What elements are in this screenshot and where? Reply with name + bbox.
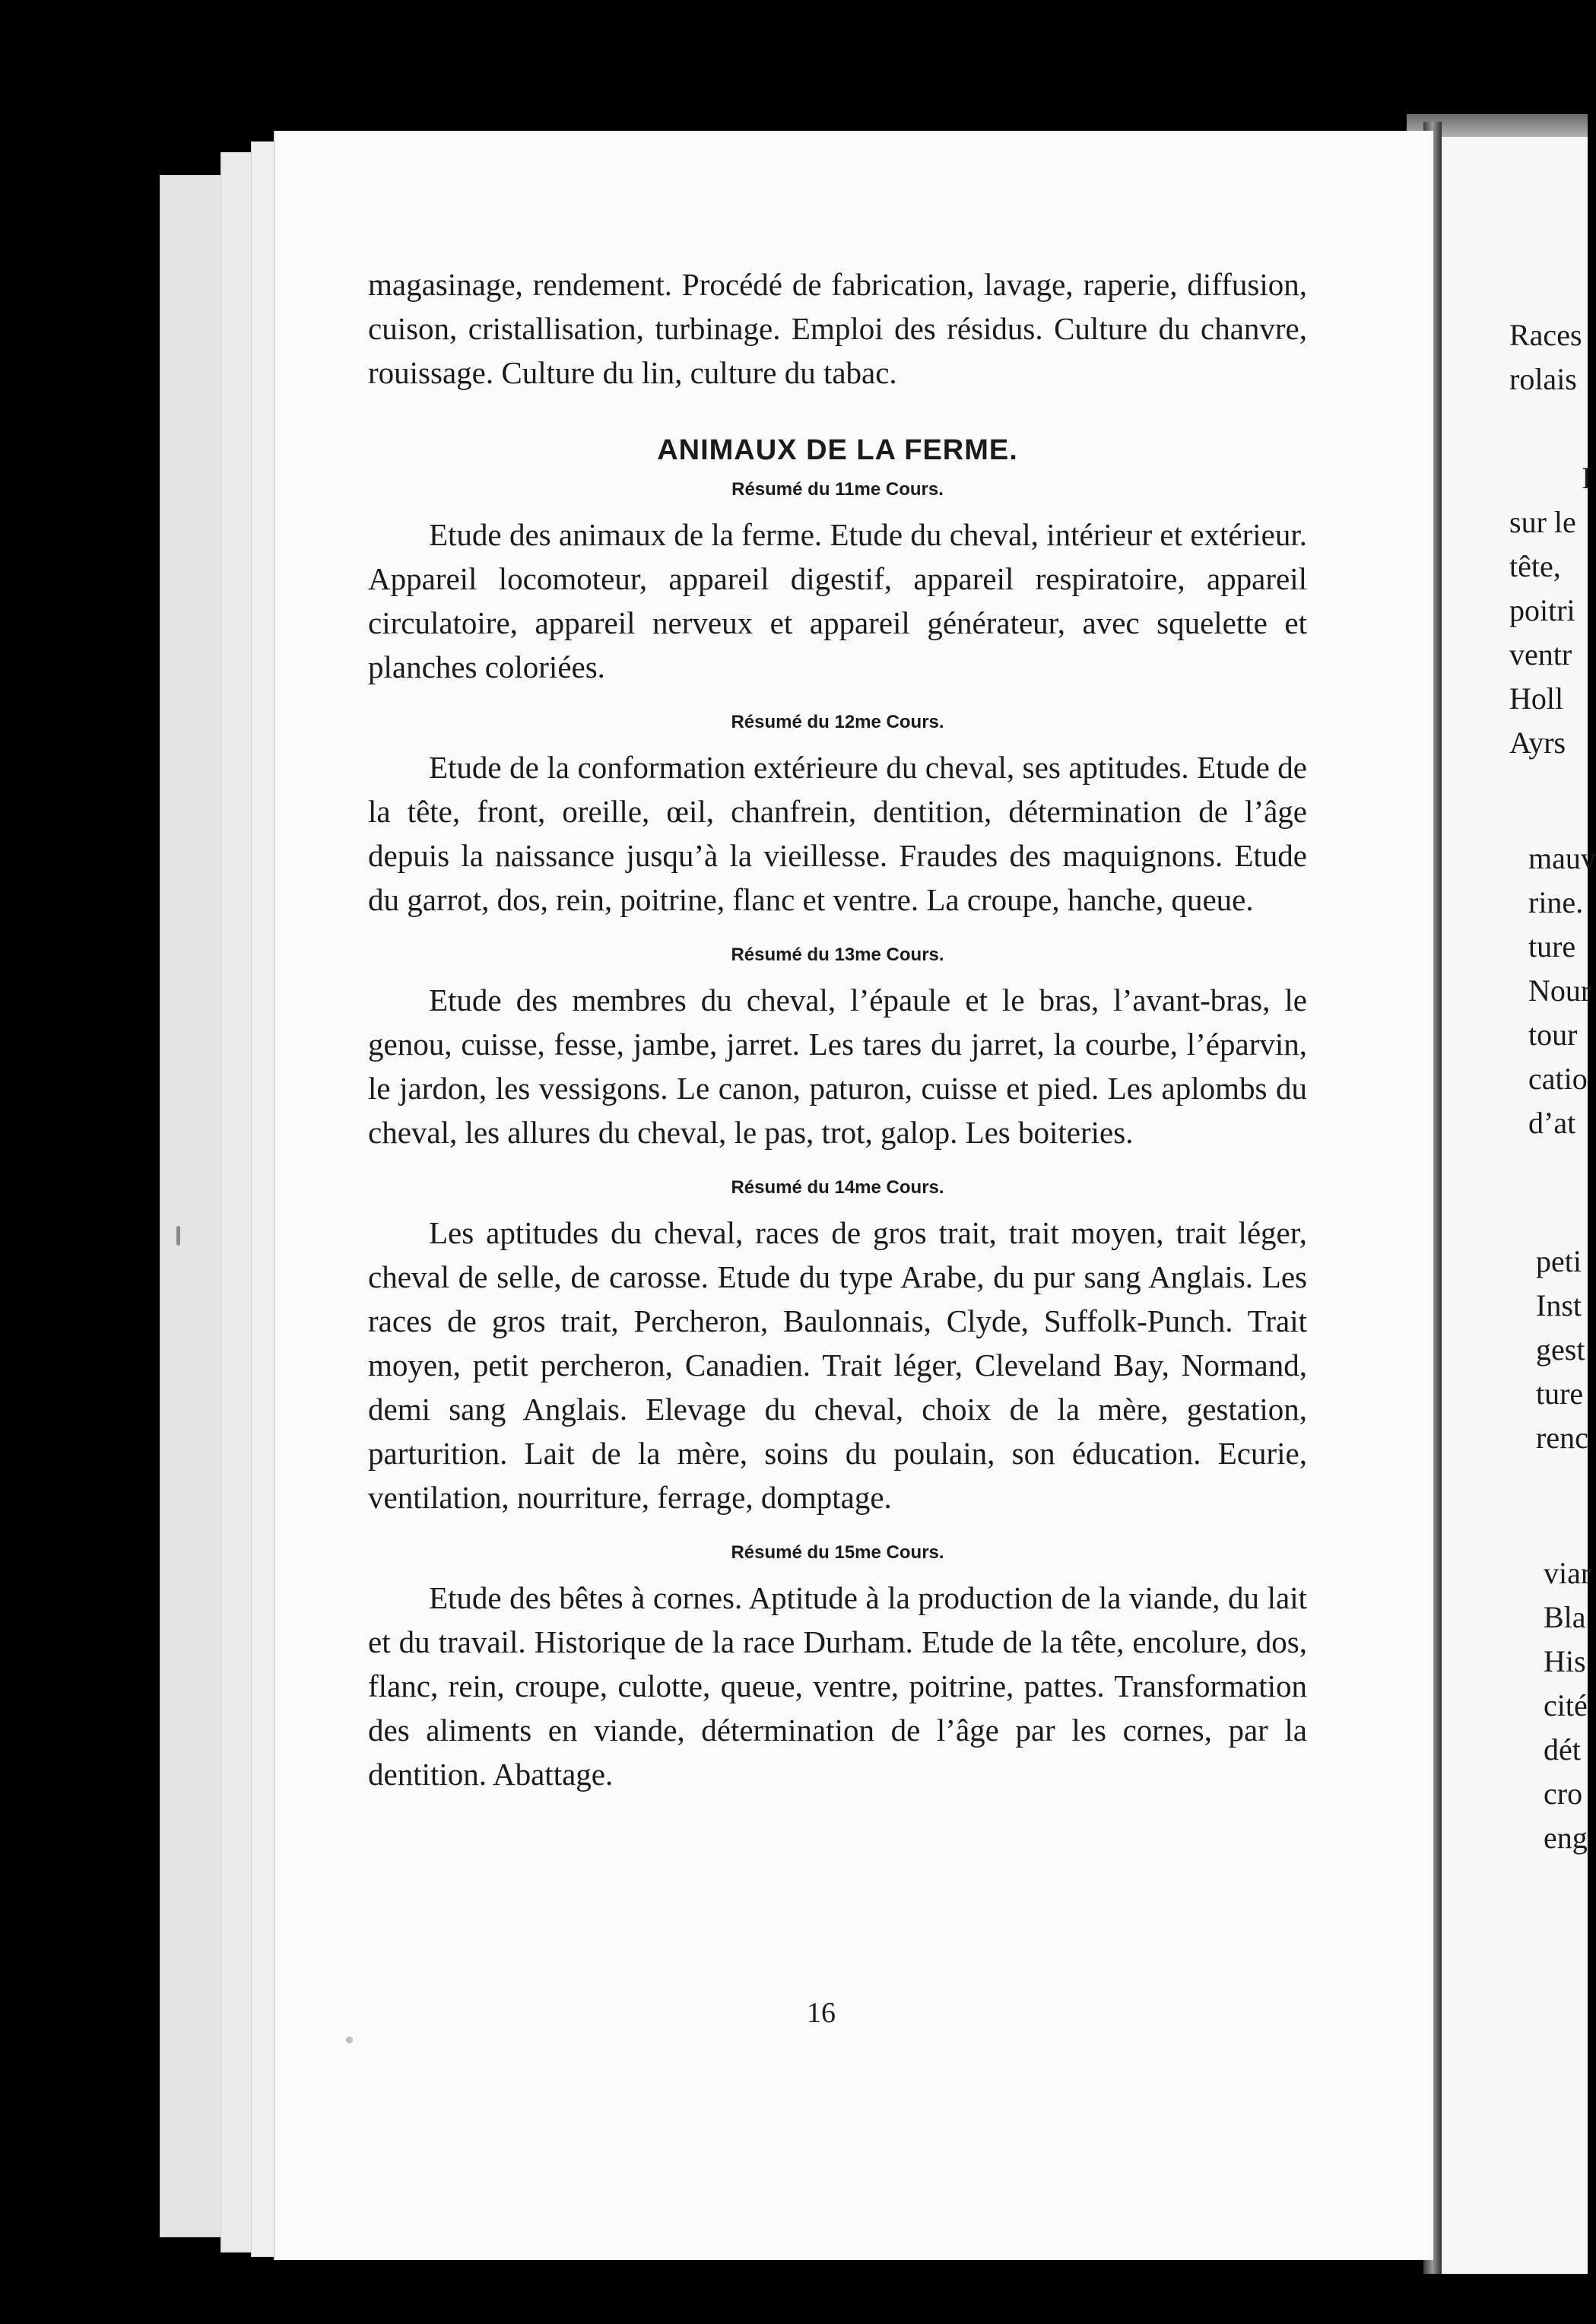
- right-fragment: gest: [1536, 1332, 1585, 1367]
- section-title: ANIMAUX DE LA FERME.: [657, 434, 1018, 466]
- course-heading-11: Résumé du 11me Cours.: [731, 479, 944, 500]
- right-fragment: poitri: [1509, 593, 1575, 627]
- course-body-13: Etude des membres du cheval, l’épaule et le bras, l’avant-bras, le genou, cuisse, fesse, jambe, jarret. Les tares du jarret, la courbe, l’éparvin, le jardon, les vessigons. Le canon, paturon, cuisse et pied. Les aplombs du cheval, les allures du cheval, le pas, trot, galop. Les boiteries.: [368, 983, 1307, 1150]
- right-fragment: sur le: [1509, 505, 1576, 539]
- right-fragment: mauv: [1528, 841, 1596, 875]
- right-fragment: eng: [1544, 1821, 1588, 1855]
- right-fragment: Ayrs: [1509, 725, 1566, 760]
- course-heading-15: Résumé du 15me Cours.: [731, 1542, 944, 1563]
- course-body-11: Etude des animaux de la ferme. Etude du cheval, intérieur et extérieur. Appareil locomoteur, appareil digestif, appareil respiratoire, appareil circulatoire, appareil nerveux et appareil générateur, avec squelette et planches coloriées.: [368, 517, 1307, 684]
- right-fragment: viar: [1544, 1556, 1591, 1590]
- right-fragment: peti: [1536, 1244, 1582, 1278]
- course-heading-13: Résumé du 13me Cours.: [731, 945, 944, 965]
- right-fragment: Races: [1509, 318, 1582, 352]
- right-fragment: Holl: [1509, 681, 1564, 716]
- page-number: 16: [807, 1997, 836, 2029]
- right-fragment: tour: [1528, 1018, 1578, 1052]
- right-fragment: renc: [1536, 1421, 1588, 1455]
- right-fragment: d’at: [1528, 1106, 1576, 1140]
- course-heading-14: Résumé du 14me Cours.: [731, 1177, 944, 1198]
- course-body-12: Etude de la conformation extérieure du cheval, ses aptitudes. Etude de la tête, front, oreille, œil, chanfrein, dentition, détermination de l’âge depuis la naissance jusqu’à la vieillesse. Fraudes des maquignons. Etude du garrot, dos, rein, poitrine, flanc et ventre. La croupe, hanche, queue.: [368, 750, 1307, 917]
- course-heading-12: Résumé du 12me Cours.: [731, 712, 944, 732]
- right-fragment: cité: [1544, 1688, 1588, 1722]
- right-fragment: ventr: [1509, 637, 1572, 671]
- right-fragment: Bla: [1544, 1600, 1586, 1634]
- scan-speck: [176, 1226, 180, 1246]
- scan-speck: [346, 2037, 353, 2043]
- right-fragment: Inst: [1536, 1288, 1582, 1322]
- course-body-14: Les aptitudes du cheval, races de gros trait, trait moyen, trait léger, cheval de selle, de carosse. Etude du type Arabe, du pur sang Anglais. Les races de gros trait, Percheron, Baulonnais, Clyde, Suffolk-Punch. Trait moyen, petit percheron, Canadien. Trait léger, Cleveland Bay, Normand, demi sang Anglais. Elevage du cheval, choix de la mère, gestation, parturition. Lait de la mère, soins du poulain, son éducation. Ecurie, ventilation, nourriture, ferrage, domptage.: [368, 1215, 1307, 1515]
- right-fragment: dét: [1544, 1732, 1581, 1767]
- right-fragment: ture: [1536, 1376, 1584, 1411]
- right-fragment: catio: [1528, 1062, 1588, 1096]
- right-page: [1439, 137, 1588, 2274]
- right-fragment: cro: [1544, 1776, 1583, 1811]
- right-fragment: ture: [1528, 929, 1576, 964]
- right-fragment: I: [1582, 461, 1592, 495]
- right-fragment: rine.: [1528, 885, 1584, 919]
- left-page-text: [368, 262, 1307, 1796]
- right-fragment: rolais: [1509, 362, 1577, 396]
- course-body-15: Etude des bêtes à cornes. Aptitude à la production de la viande, du lait et du travail. Historique de la race Durham. Etude de la tête, encolure, dos, flanc, rein, croupe, culotte, queue, ventre, poitrine, pattes. Transformation des aliments en viande, détermination de l’âge par les cornes, par la dentition. Abattage.: [368, 1580, 1307, 1792]
- intro-paragraph: magasinage, rendement. Procédé de fabrication, lavage, raperie, diffusion, cuison, cristallisation, turbinage. Emploi des résidus. Culture du chanvre, rouissage. Culture du lin, culture du tabac.: [368, 267, 1307, 390]
- right-fragment: Nour: [1528, 973, 1591, 1008]
- right-fragment: His: [1544, 1644, 1586, 1678]
- right-fragment: tête,: [1509, 549, 1561, 583]
